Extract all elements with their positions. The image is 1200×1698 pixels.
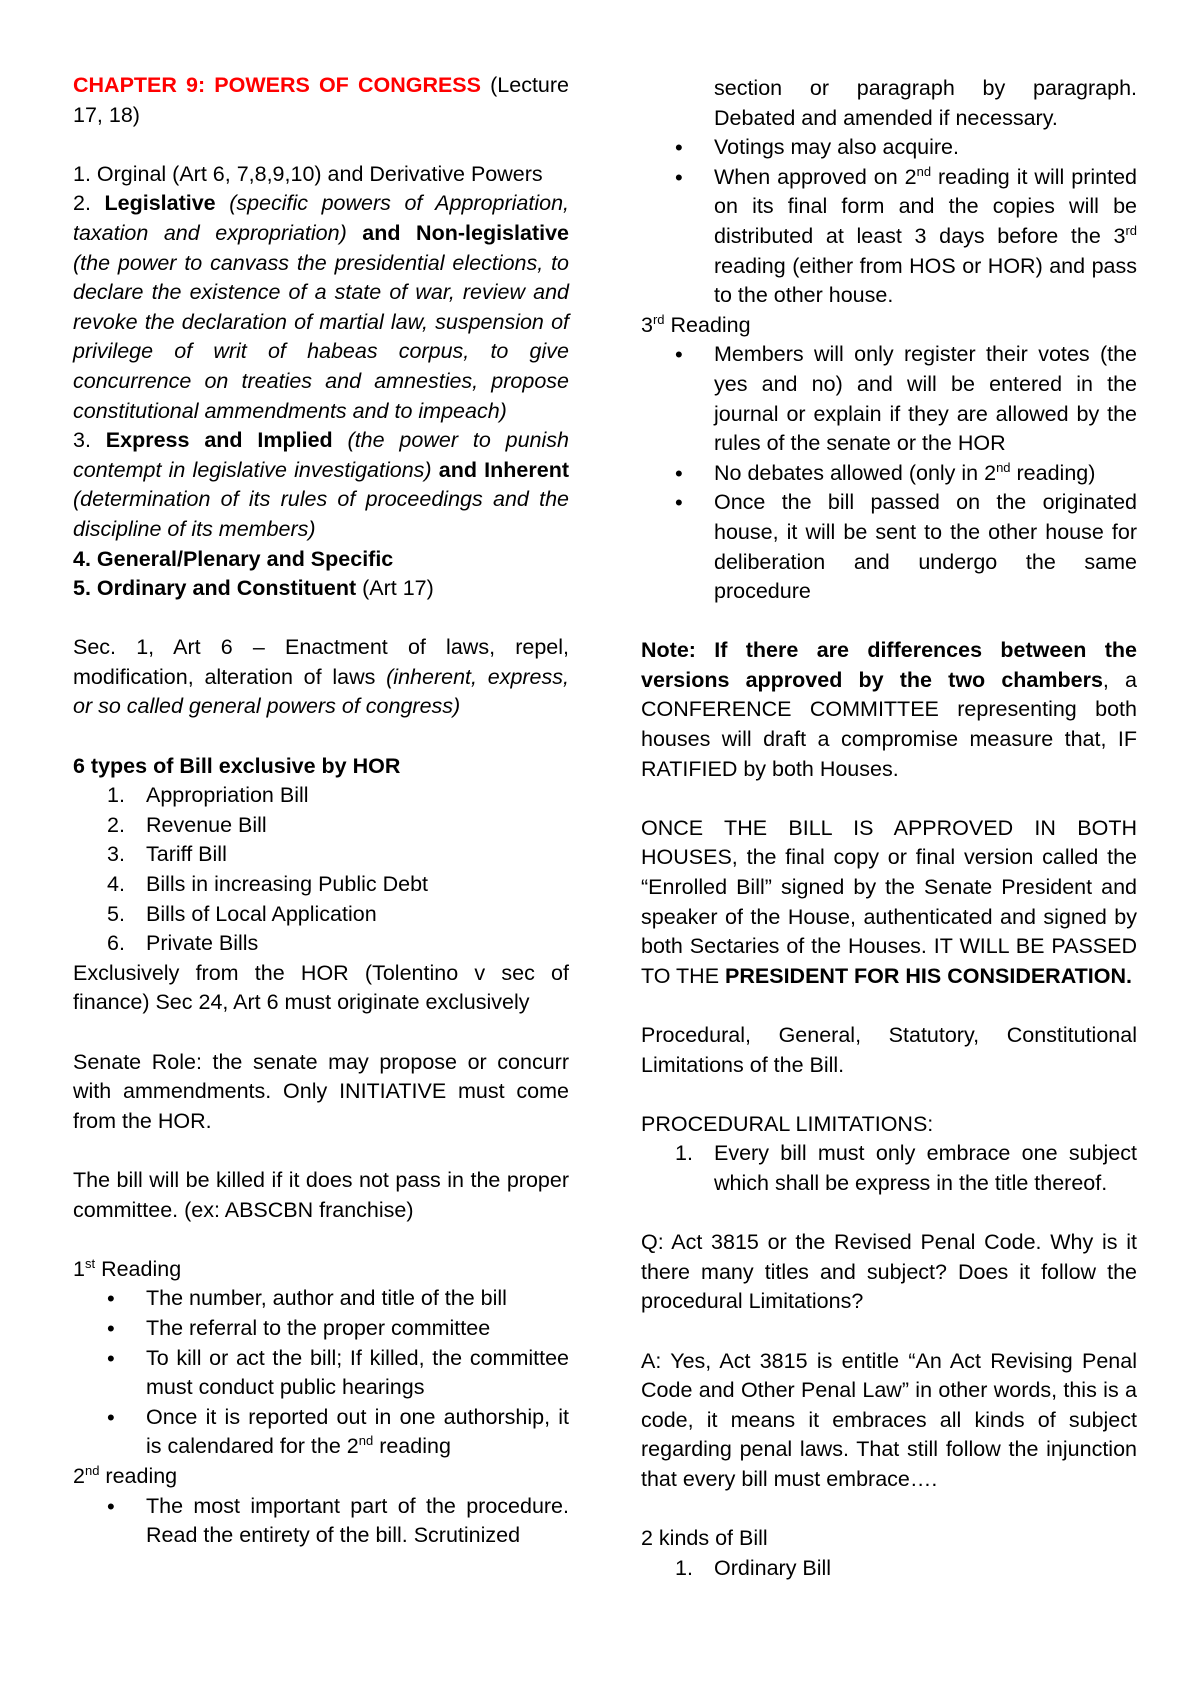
question-paragraph: Q: Act 3815 or the Revised Penal Code. Why is it there many titles and subject? Does it follow the procedural Limitations? <box>641 1230 1137 1314</box>
list-item: • No debates allowed (only in 2nd reading) <box>714 459 1137 489</box>
limitations-paragraph: Procedural, General, Statutory, Constitutional Limitations of the Bill. <box>641 1023 1137 1077</box>
second-reading-heading: 2nd reading <box>73 1462 178 1488</box>
killed-paragraph: The bill will be killed if it does not pass in the proper committee. (ex: ABSCBN franchise) <box>73 1167 569 1222</box>
senate-role-paragraph: Senate Role: the senate may propose or concurr with ammendments. Only INITIATIVE must come from the HOR. <box>73 1049 569 1133</box>
list-item: • Once it is reported out in one authorship, it is calendared for the 2nd reading <box>146 1403 569 1462</box>
third-reading-heading: 3rd Reading <box>641 311 751 337</box>
list-item: 6. Private Bills <box>107 931 259 956</box>
list-item: • To kill or act the bill; If killed, the committee must conduct public hearings <box>146 1344 569 1403</box>
list-item: 2. Revenue Bill <box>107 812 267 837</box>
second-reading-continuation: section or paragraph by paragraph. Debated and amended if necessary. <box>714 76 1137 130</box>
list-item: 1. Every bill must only embrace one subject which shall be express in the title thereof. <box>675 1141 1137 1195</box>
list-item: 4. Bills in increasing Public Debt <box>107 872 429 897</box>
list-item: 1. Appropriation Bill <box>107 783 309 808</box>
list-item: 5. Bills of Local Application <box>107 901 377 926</box>
powers-item-3: 3. Express and Implied (the power to punish contempt in legislative investigations) and Inherent (determination of its rules of proceedings and the discipline of its members) <box>73 428 569 541</box>
list-item: • Members will only register their votes (the yes and no) and will be entered in the journal or explain if they are allowed by the rules of the senate or the HOR <box>714 340 1137 458</box>
list-item: • Votings may also acquire. <box>714 133 1137 163</box>
list-item: 3. Tariff Bill <box>107 842 227 867</box>
chapter-lecture: (Lecture 17, 18) <box>73 73 569 127</box>
list-item: • Once the bill passed on the originated house, it will be sent to the other house for deliberation and undergo the same procedure <box>714 488 1137 606</box>
exclusive-paragraph: Exclusively from the HOR (Tolentino v sec of finance) Sec 24, Art 6 must originate exclusively <box>73 960 569 1015</box>
first-reading-heading: 1st Reading <box>73 1255 182 1281</box>
chapter-heading <box>73 71 569 130</box>
powers-item-5: 5. Ordinary and Constituent (Art 17) <box>73 576 434 601</box>
left-column <box>73 71 569 1551</box>
list-item: • The referral to the proper committee <box>146 1314 569 1344</box>
powers-item-2: 2. Legislative (specific powers of Appropriation, taxation and expropriation) and Non-legislative (the power to canvass the presidential elections, to declare the existence of a state of war, review and revoke the declaration of martial law, suspension of privilege of writ of habeas corpus, to give concurrence on treaties and amnesties, propose constitutional ammendments and to impeach) <box>73 191 570 423</box>
list-item: • When approved on 2nd reading it will printed on its final form and the copies will be distributed at least 3 days before the 3rd reading (either from HOS or HOR) and pass to the other house. <box>714 163 1137 311</box>
second-reading-list-cont <box>641 133 1137 311</box>
procedural-heading: PROCEDURAL LIMITATIONS: <box>641 1111 934 1136</box>
kinds-list <box>641 1554 1137 1584</box>
second-reading-list <box>73 1492 569 1551</box>
first-reading-list <box>73 1284 569 1462</box>
procedural-list <box>641 1139 1137 1198</box>
chapter-title: CHAPTER 9: POWERS OF CONGRESS <box>73 73 481 97</box>
note-paragraph: Note: If there are differences between the versions approved by the two chambers, a CONFERENCE COMMITTEE representing both houses will draft a compromise measure that, IF RATIFIED by both Houses. <box>641 638 1138 781</box>
powers-item-4: 4. General/Plenary and Specific <box>73 546 394 571</box>
kinds-heading: 2 kinds of Bill <box>641 1526 768 1551</box>
powers-item-1: 1. Orginal (Art 6, 7,8,9,10) and Derivative Powers <box>73 161 543 186</box>
list-item: 1. Ordinary Bill <box>675 1555 832 1580</box>
bills-heading: 6 types of Bill exclusive by HOR <box>73 753 401 778</box>
answer-paragraph: A: Yes, Act 3815 is entitle “An Act Revising Penal Code and Other Penal Law” in other words, this is a code, it means it embraces all kinds of subject regarding penal laws. That still follow the injunction that every bill must embrace…. <box>641 1348 1137 1491</box>
third-reading-list <box>641 340 1137 606</box>
list-item: • The number, author and title of the bill <box>146 1284 569 1314</box>
right-column <box>641 74 1137 1583</box>
list-item: • The most important part of the procedure. Read the entirety of the bill. Scrutinized <box>146 1492 569 1551</box>
sec1-paragraph: Sec. 1, Art 6 – Enactment of laws, repel, modification, alteration of laws (inherent, express, or so called general powers of congress) <box>73 635 569 719</box>
bills-list <box>73 781 569 959</box>
enrolled-bill-paragraph: ONCE THE BILL IS APPROVED IN BOTH HOUSES, the final copy or final version called the “Enrolled Bill” signed by the Senate President and speaker of the House, authenticated and signed by both Sectaries of the Houses. IT WILL BE PASSED TO THE PRESIDENT FOR HIS CONSIDERATION. <box>641 815 1137 988</box>
